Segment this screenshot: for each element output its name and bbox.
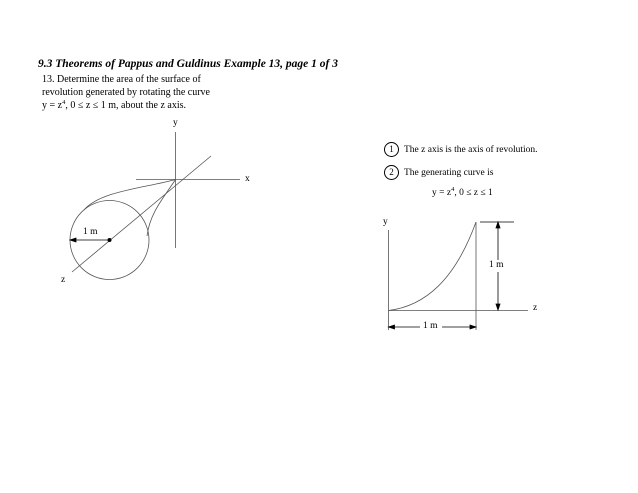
right-label-height: 1 m <box>489 260 504 270</box>
generating-curve <box>389 222 477 311</box>
width-arrow-left <box>389 325 395 329</box>
left-label-y: y <box>173 118 178 128</box>
equation-start: y = z <box>432 188 452 198</box>
problem-line-1: 13. Determine the area of the surface of <box>42 74 201 85</box>
problem-line-3-start: y = z <box>42 100 63 111</box>
right-label-z: z <box>533 303 538 313</box>
step-2-number: 2 <box>384 165 399 180</box>
width-arrow-right <box>470 325 476 329</box>
step-1-number: 1 <box>384 142 399 157</box>
right-label-y: y <box>383 217 388 227</box>
step-2-text: The generating curve is <box>404 167 494 178</box>
height-arrow-down <box>496 304 500 310</box>
page-title: 9.3 Theorems of Pappus and Guldinus Example 13, page 1 of 3 <box>38 58 338 70</box>
left-label-z: z <box>61 275 66 285</box>
left-label-radius: 1 m <box>83 227 98 237</box>
problem-line-3-end: , 0 ≤ z ≤ 1 m, about the z axis. <box>65 100 187 111</box>
problem-exponent: 4 <box>62 99 66 106</box>
equation-exponent: 4 <box>451 186 455 193</box>
step-1-text: The z axis is the axis of revolution. <box>404 144 538 155</box>
equation-end: , 0 ≤ z ≤ 1 <box>454 188 493 198</box>
right-label-width: 1 m <box>423 321 438 331</box>
height-arrow-up <box>496 222 500 228</box>
problem-line-2: revolution generated by rotating the curve <box>42 87 210 98</box>
left-label-x: x <box>245 174 250 184</box>
